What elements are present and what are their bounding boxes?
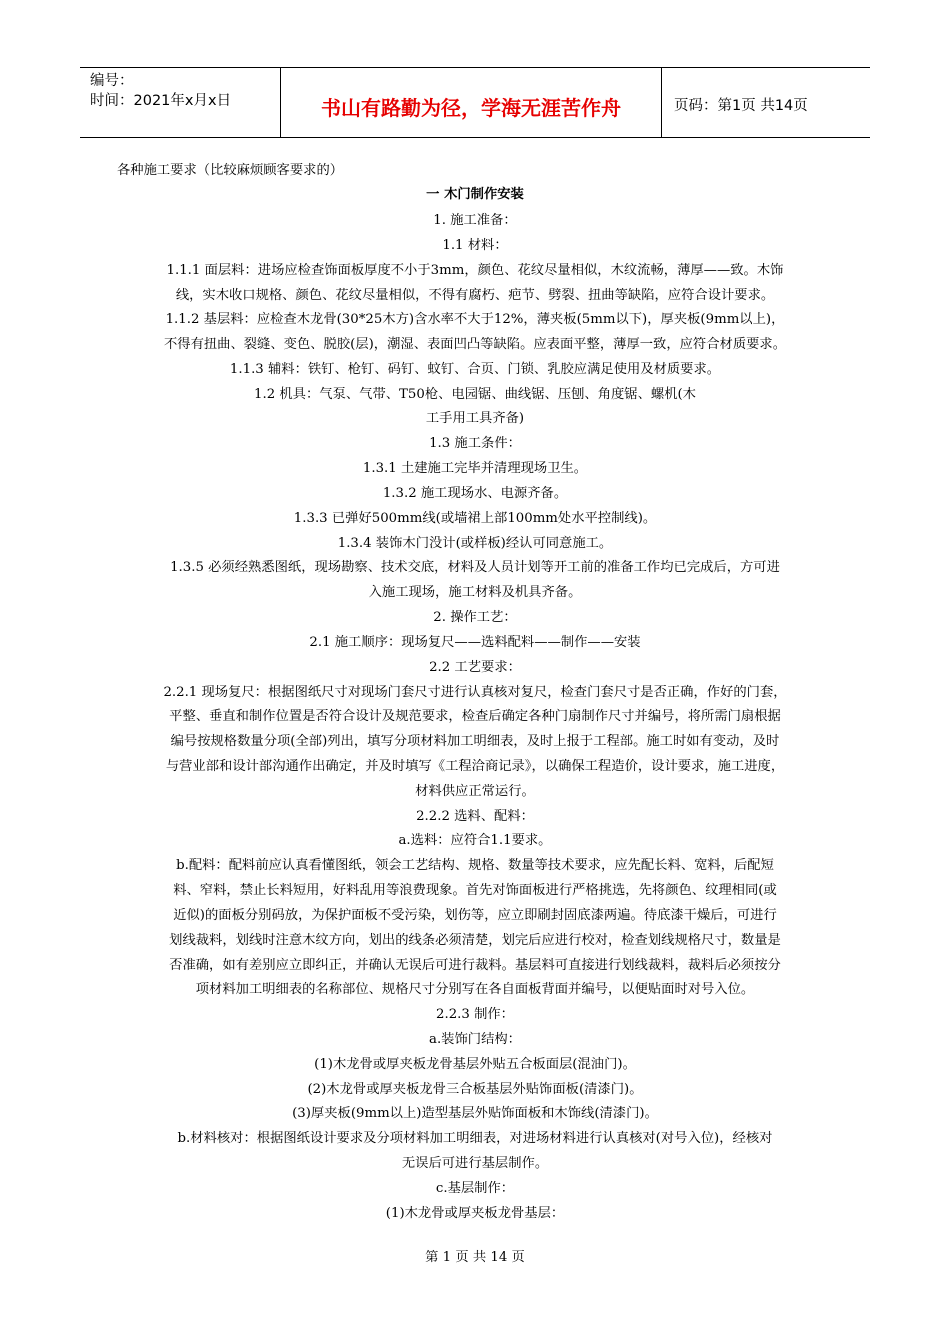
paragraph-line: (2)木龙骨或厚夹板龙骨三合板基层外贴饰面板(清漆门)。 (307, 1082, 643, 1097)
paragraph-line: (1)木龙骨或厚夹板龙骨基层外贴五合板面层(混油门)。 (314, 1057, 636, 1072)
heading-1: 1. 施工准备： (433, 213, 517, 228)
paragraph-line: (1)木龙骨或厚夹板龙骨基层： (385, 1206, 565, 1221)
paragraph-line: 1.1.2 基层料：应检查木龙骨(30*25木方)含水率不大于12%，薄夹板(5mm以下)，厚夹板(9mm以上)， (165, 312, 785, 327)
paragraph-line: 入施工现场，施工材料及机具齐备。 (368, 585, 582, 600)
paragraph-line: 料、窄料，禁止长料短用，好料乱用等浪费现象。首先对饰面板进行严格挑选，先将颜色、纹理相同(或 (173, 883, 777, 898)
paragraph-line: a.选料：应符合1.1要求。 (398, 833, 552, 848)
heading-2-2-3: 2.2.3 制作： (436, 1007, 514, 1022)
paragraph-line: b.材料核对：根据图纸设计要求及分项材料加工明细表，对进场材料进行认真核对(对号入位)，经核对 (177, 1131, 773, 1146)
paragraph-line: 材料供应正常运行。 (415, 784, 535, 799)
header-page-info: 页码：第1页 共14页 (674, 98, 808, 114)
header-motto: 书山有路勤为径，学海无涯苦作舟 (321, 96, 621, 120)
intro-line: 各种施工要求（比较麻烦顾客要求的） (117, 163, 344, 178)
paragraph-line: 1.3.5 必须经熟悉图纸，现场勘察、技术交底，材料及人员计划等开工前的准备工作均已完成后，方可进 (170, 560, 780, 575)
paragraph-line: 线，实木收口规格、颜色、花纹尽量相似，不得有腐朽、疤节、劈裂、扭曲等缺陷，应符合设计要求。 (175, 288, 775, 303)
document-number-label: 编号： (90, 73, 134, 89)
paragraph-line: 1.1.1 面层料：进场应检查饰面板厚度不小于3mm，颜色、花纹尽量相似，木纹流畅，薄厚——致。木饰 (166, 263, 784, 278)
header-right-cell (662, 68, 870, 137)
paragraph-line: 近似)的面板分别码放，为保护面板不受污染，划伤等，应立即刷封固底漆两遍。待底漆干燥后，可进行 (173, 908, 777, 923)
paragraph-line: (3)厚夹板(9mm以上)造型基层外贴饰面板和木饰线(清漆门)。 (292, 1106, 658, 1121)
header-motto-cell (281, 68, 662, 137)
heading-2-2: 2.2 工艺要求： (429, 660, 521, 675)
paragraph-line: 1.1.3 辅料：铁钉、枪钉、码钉、蚊钉、合页、门锁、乳胶应满足使用及材质要求。 (229, 362, 721, 377)
paragraph-line: 平整、垂直和制作位置是否符合设计及规范要求，检查后确定各种门扇制作尺寸并编号，将所需门扇根据 (169, 709, 781, 724)
paragraph-line: 划线裁料，划线时注意木纹方向，划出的线条必须清楚，划完后应进行校对，检查划线规格尺寸，数量是 (169, 933, 781, 948)
paragraph-line: 无误后可进行基层制作。 (401, 1156, 549, 1171)
paragraph-line: 1.2 机具：气泵、气带、T50枪、电园锯、曲线锯、压刨、角度锯、螺机(木 (254, 387, 696, 402)
heading-2-2-2: 2.2.2 选料、配料： (416, 809, 534, 824)
paragraph-line: 1.3.2 施工现场水、电源齐备。 (382, 486, 568, 501)
paragraph-line: 2.2.1 现场复尺：根据图纸尺寸对现场门套尺寸进行认真核对复尺，检查门套尺寸是否正确，作好的门套， (163, 685, 787, 700)
heading-1-1: 1.1 材料： (442, 238, 508, 253)
page-footer: 第 1 页 共 14 页 (425, 1250, 525, 1265)
paragraph-line: c.基层制作： (435, 1181, 515, 1196)
paragraph-line: 不得有扭曲、裂缝、变色、脱胶(层)，潮湿、表面凹凸等缺陷。应表面平整，薄厚一致，应符合材质要求。 (163, 337, 787, 352)
page-header (80, 67, 870, 138)
paragraph-line: 工手用工具齐备) (425, 411, 525, 426)
heading-2: 2. 操作工艺： (433, 610, 517, 625)
document-date: 时间：2021年x月x日 (90, 93, 232, 109)
paragraph-line: a.装饰门结构： (429, 1032, 521, 1047)
paragraph-line: 1.3.1 土建施工完毕并清理现场卫生。 (362, 461, 588, 476)
heading-1-3: 1.3 施工条件： (429, 436, 521, 451)
paragraph-line: 否准确，如有差别应立即纠正，并确认无误后可进行裁料。基层料可直接进行划线裁料，裁料后必须按分 (169, 958, 781, 973)
paragraph-line: 与营业部和设计部沟通作出确定，并及时填写《工程洽商记录》，以确保工程造价，设计要求，施工进度， (165, 759, 785, 774)
paragraph-line: 项材料加工明细表的名称部位、规格尺寸分别写在各自面板背面并编号，以便贴面时对号入位。 (195, 982, 755, 997)
paragraph-line: 1.3.4 装饰木门没计(或样板)经认可同意施工。 (337, 536, 613, 551)
header-left-cell (80, 68, 281, 137)
paragraph-line: 1.3.3 已弹好500mm线(或墙裙上部100mm处水平控制线)。 (293, 511, 657, 526)
section-title: 一 木门制作安装 (426, 187, 524, 202)
paragraph-line: 2.1 施工顺序：现场复尺——选料配料——制作——安装 (309, 635, 641, 650)
paragraph-line: 编号按规格数量分项(全部)列出，填写分项材料加工明细表，及时上报于工程部。施工时如有变动，及时 (170, 734, 780, 749)
paragraph-line: b.配料：配料前应认真看懂图纸，领会工艺结构、规格、数量等技术要求，应先配长料、宽料，后配短 (176, 858, 774, 873)
